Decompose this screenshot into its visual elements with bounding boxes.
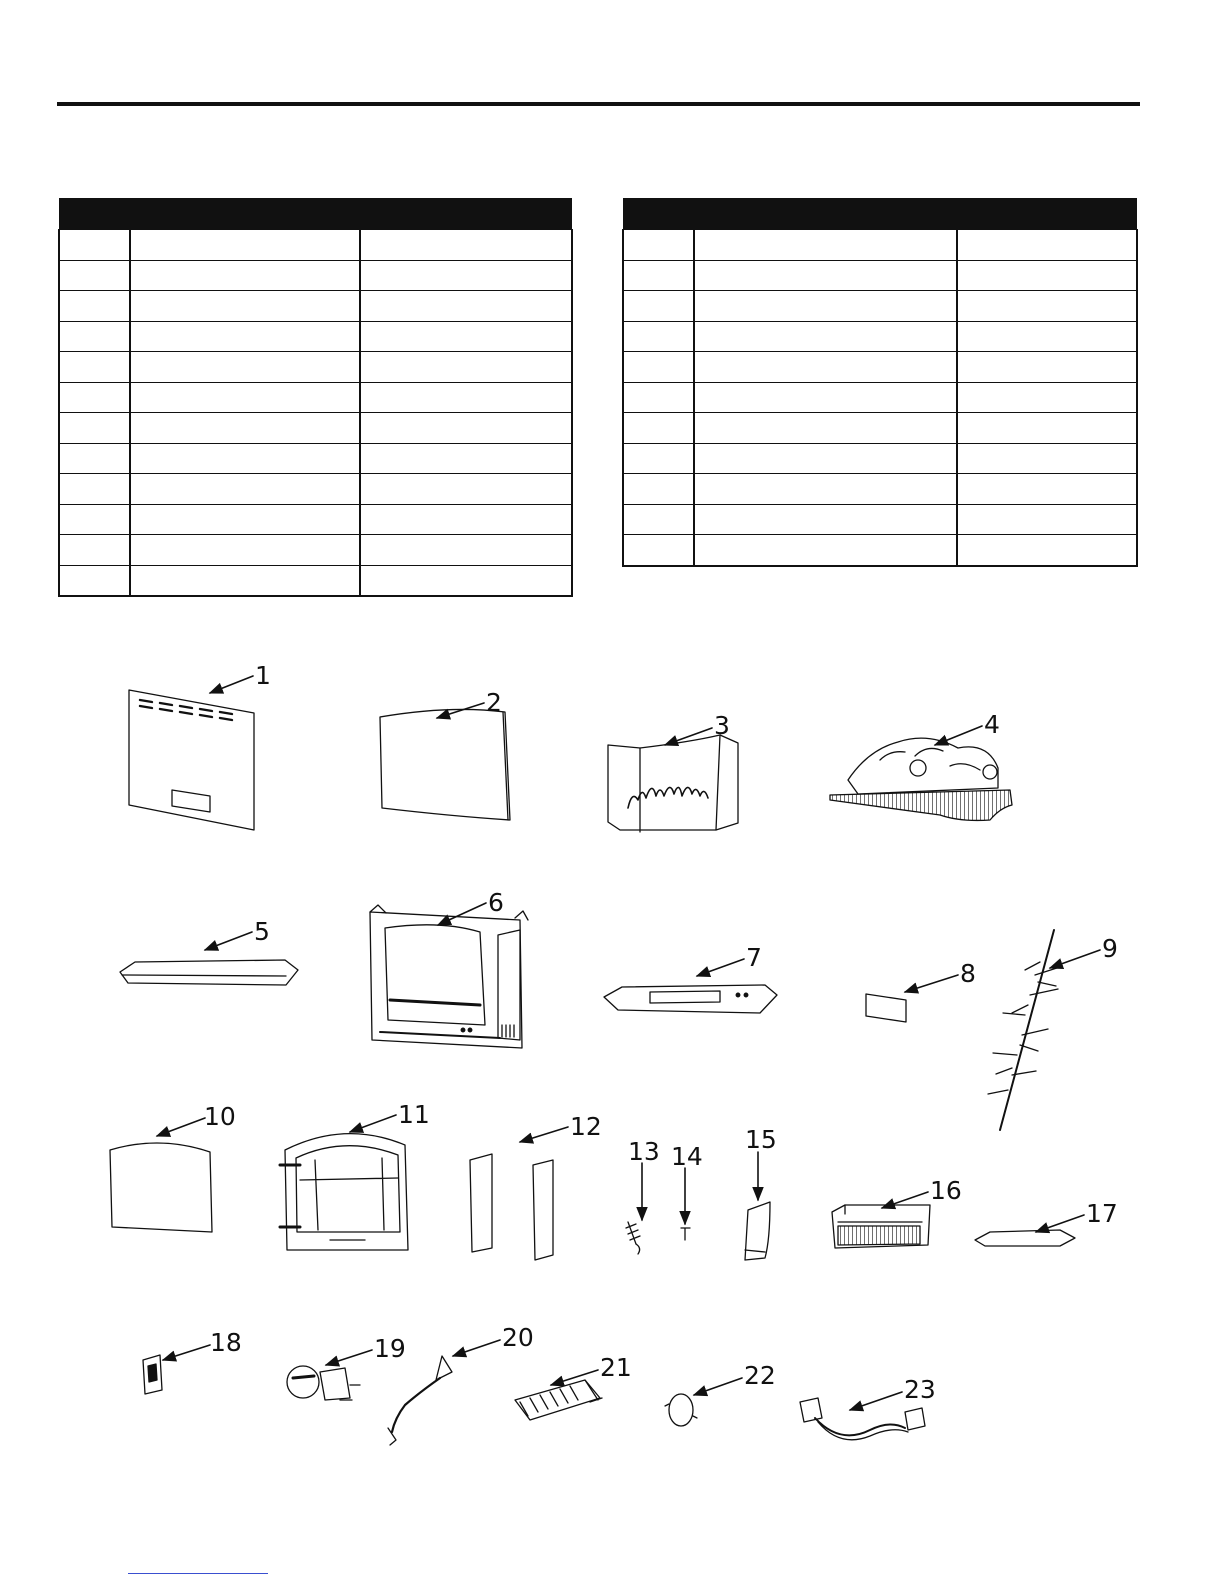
part-21-blower-fan	[515, 1380, 602, 1420]
part-12-glass-panels	[470, 1154, 553, 1260]
callout-6: 6	[488, 888, 504, 917]
part-17-mounting-plate	[975, 1230, 1075, 1246]
callout-9: 9	[1102, 934, 1118, 963]
callout-10: 10	[204, 1102, 236, 1131]
callout-21: 21	[600, 1353, 632, 1382]
callout-7: 7	[746, 943, 762, 972]
callout-17: 17	[1086, 1199, 1118, 1228]
callout-14: 14	[671, 1142, 703, 1171]
callout-11: 11	[398, 1100, 430, 1129]
part-18-rocker-switch	[143, 1355, 162, 1394]
part-16-heater-box	[832, 1205, 930, 1248]
callout-22: 22	[744, 1361, 776, 1390]
part-19-thermostat-knob	[287, 1366, 360, 1400]
footer-link-underline[interactable]	[128, 1573, 268, 1574]
callout-20: 20	[502, 1323, 534, 1352]
part-6-firebox-housing	[370, 905, 528, 1048]
part-9-ember-rod	[988, 930, 1060, 1130]
callout-19: 19	[374, 1334, 406, 1363]
callout-numbers	[204, 661, 1118, 1404]
part-13-bulb	[626, 1222, 640, 1254]
part-14-screw	[681, 1228, 690, 1240]
part-22-thermal-limiter	[665, 1394, 697, 1426]
part-10-rear-panel	[110, 1143, 212, 1232]
part-11-front-door-frame	[280, 1134, 408, 1250]
part-23-lamp-harness	[800, 1398, 925, 1440]
part-2-curved-panel	[380, 709, 510, 820]
callout-13: 13	[628, 1137, 660, 1166]
callout-2: 2	[486, 688, 502, 717]
part-20-power-cord	[388, 1356, 452, 1445]
callout-23: 23	[904, 1375, 936, 1404]
part-15-bracket	[745, 1202, 770, 1260]
callout-15: 15	[745, 1125, 777, 1154]
part-5-top-cover	[120, 960, 298, 985]
part-3-flame-screen	[608, 735, 738, 832]
part-4-log-set	[830, 738, 1012, 820]
callout-1: 1	[255, 661, 271, 690]
part-7-bottom-base	[604, 985, 777, 1013]
callout-16: 16	[930, 1176, 962, 1205]
callout-5: 5	[254, 917, 270, 946]
callout-18: 18	[210, 1328, 242, 1357]
leader-arrows	[157, 676, 1100, 1410]
callout-3: 3	[714, 711, 730, 740]
callout-8: 8	[960, 959, 976, 988]
part-1-back-panel	[129, 690, 254, 830]
part-8-control-plate	[866, 994, 906, 1022]
callout-12: 12	[570, 1112, 602, 1141]
callout-4: 4	[984, 710, 1000, 739]
